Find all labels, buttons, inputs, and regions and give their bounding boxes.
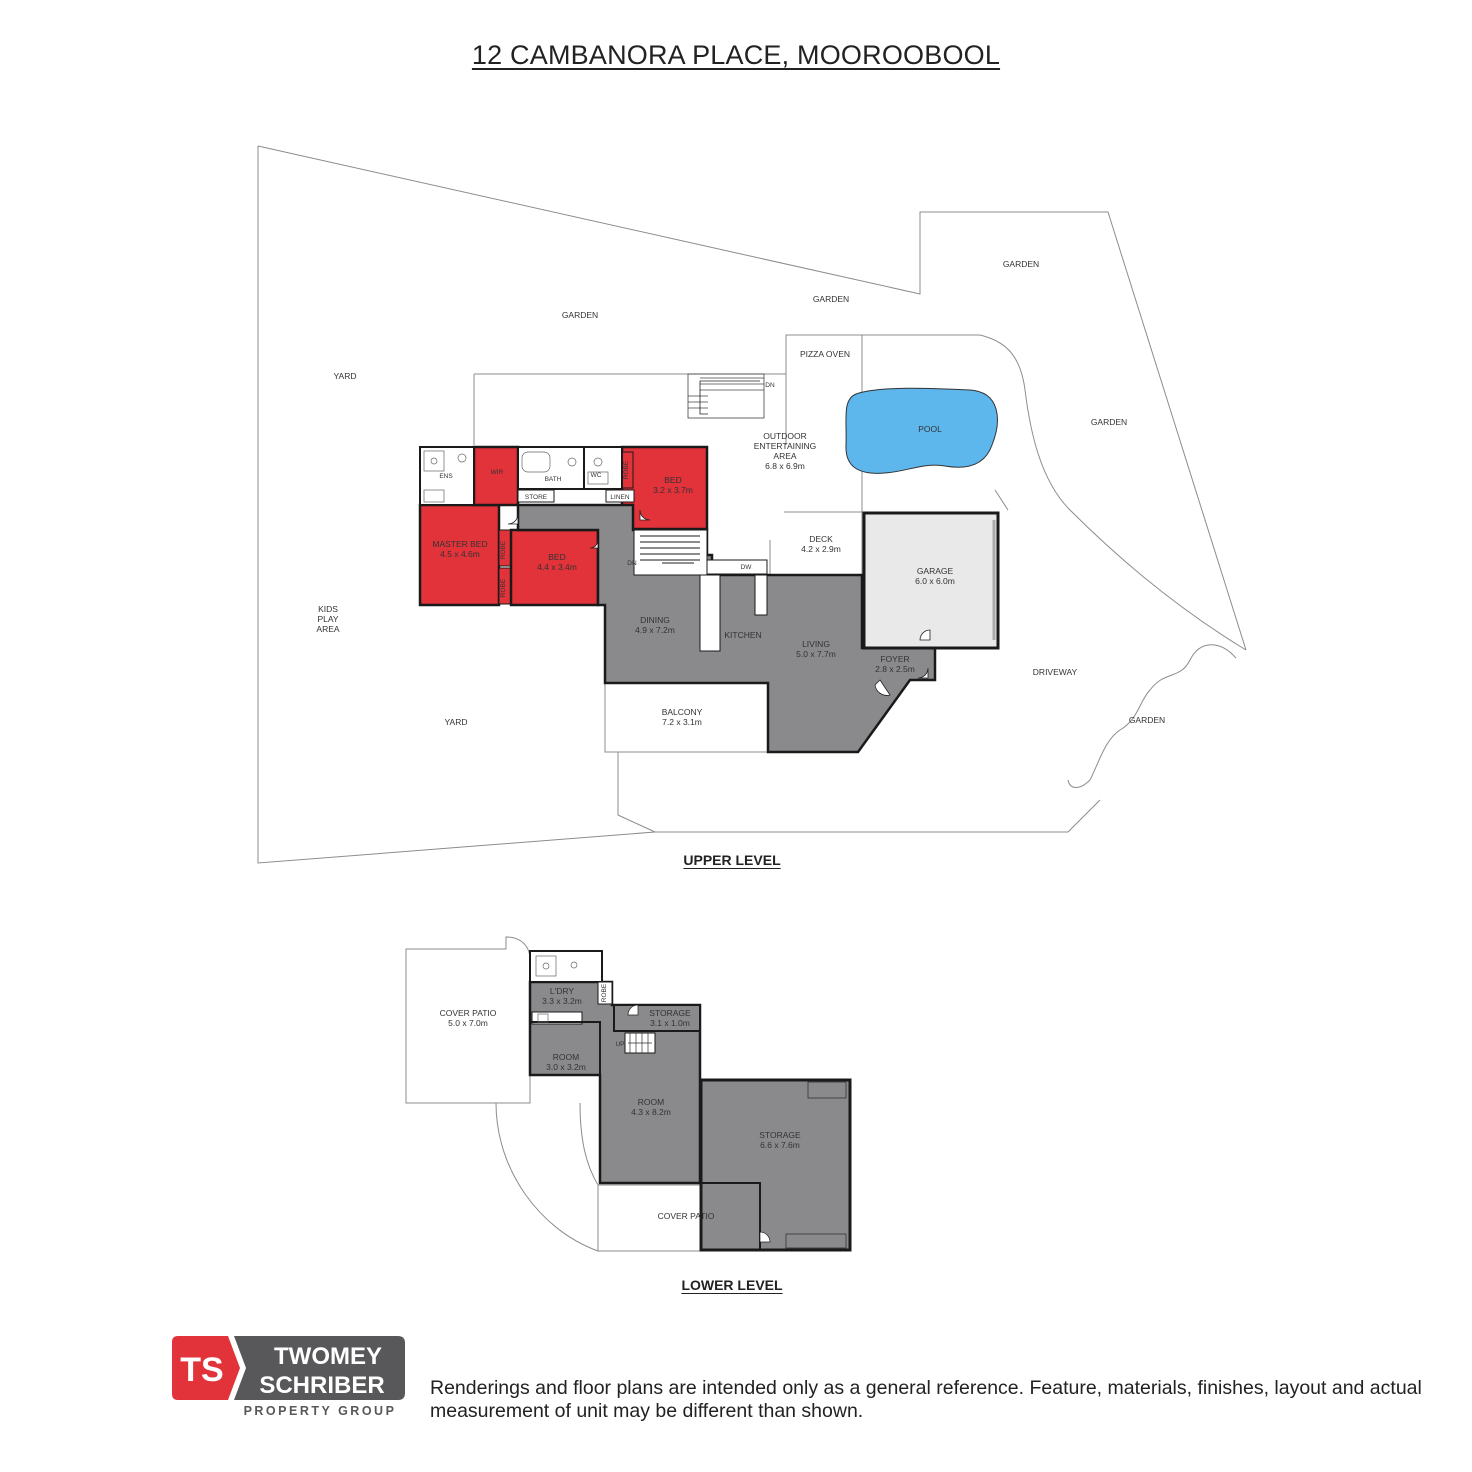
label-foyer-dim: 2.8 x 2.5m: [875, 664, 915, 674]
label-outdoor-area-dim: 6.8 x 6.9m: [765, 461, 805, 471]
lower-arc: [496, 1103, 598, 1251]
logo-line-3: PROPERTY GROUP: [243, 1404, 397, 1418]
label-bed-dim: 3.2 x 3.7m: [653, 485, 693, 495]
label-foyer: FOYER: [880, 654, 910, 664]
label-bed-dim: 4.4 x 3.4m: [537, 562, 577, 572]
label-robe: ROBE: [500, 578, 507, 598]
label-outdoor-area: AREA: [773, 451, 797, 461]
label-balcony-dim: 7.2 x 3.1m: [662, 717, 702, 727]
company-logo: [172, 1336, 408, 1420]
label-cover-patio: COVER PATIO: [439, 1008, 497, 1018]
label-master-bed-dim: 4.5 x 4.6m: [440, 549, 480, 559]
logo-line-2: SCHRIBER: [259, 1372, 385, 1399]
label-bed: BED: [548, 552, 566, 562]
label-kids-play-area: KIDS: [318, 604, 338, 614]
outdoor-stair: [688, 374, 764, 418]
label-yard: YARD: [333, 371, 357, 381]
label-garage: GARAGE: [916, 566, 954, 576]
label-storage: STORAGE: [759, 1130, 801, 1140]
label-wir: WIR: [490, 469, 504, 476]
label-dining-dim: 4.9 x 7.2m: [635, 625, 675, 635]
label-balcony: BALCONY: [661, 707, 703, 717]
label-garden: GARDEN: [1090, 417, 1128, 427]
label-cover-patio: COVER PATIO: [657, 1211, 715, 1221]
label-outdoor-area: OUTDOOR: [763, 431, 807, 441]
label-cover-patio-dim: 5.0 x 7.0m: [448, 1018, 488, 1028]
label-storage: STORAGE: [649, 1008, 691, 1018]
label-stair-down: DN: [765, 382, 775, 389]
label-robe: ROBE: [623, 460, 630, 480]
label-outdoor-area: ENTERTAINING: [753, 441, 817, 451]
wc: [584, 447, 622, 489]
label-pool: POOL: [918, 424, 942, 434]
lower-level-heading: LOWER LEVEL: [681, 1277, 783, 1293]
label-deck: DECK: [809, 534, 833, 544]
lower-storage-big: [701, 1080, 850, 1250]
label-bed: BED: [664, 475, 682, 485]
label-living-dim: 5.0 x 7.7m: [796, 649, 836, 659]
label-garden: GARDEN: [561, 310, 599, 320]
label-garden: GARDEN: [1128, 715, 1166, 725]
label-kids-play-area: PLAY: [317, 614, 339, 624]
upper-level-plan: [258, 146, 1246, 863]
wir: [474, 447, 518, 505]
label-ensuite: ENS: [439, 473, 453, 480]
label-stair-down: DN: [627, 560, 637, 567]
label-bath: BATH: [544, 476, 562, 483]
label-kitchen: KITCHEN: [724, 630, 762, 640]
label-garden: GARDEN: [812, 294, 850, 304]
label-linen: LINEN: [610, 494, 630, 501]
label-wc: WC: [590, 472, 602, 479]
logo-mark: TS: [180, 1351, 224, 1389]
page-title: 12 CAMBANORA PLACE, MOOROOBOOL: [471, 40, 1001, 70]
label-robe: ROBE: [601, 983, 608, 1003]
label-driveway: DRIVEWAY: [1032, 667, 1078, 677]
label-kids-play-area: AREA: [316, 624, 340, 634]
pool-fence: [995, 490, 1008, 510]
lower-level-plan: [406, 937, 850, 1251]
disclaimer-text: Renderings and floor plans are intended only as a general reference. Feature, materials, finishes, layout and actual measurement of unit may be different than shown.: [430, 1377, 1422, 1422]
label-robe: ROBE: [500, 540, 507, 560]
label-garden: GARDEN: [1002, 259, 1040, 269]
label-laundry-dim: 3.3 x 3.2m: [542, 996, 582, 1006]
label-storage-dim: 3.1 x 1.0m: [650, 1018, 690, 1028]
label-garage-dim: 6.0 x 6.0m: [915, 576, 955, 586]
site-boundary: [258, 146, 1246, 863]
upper-level-heading: UPPER LEVEL: [683, 852, 781, 868]
label-pizza-oven: PIZZA OVEN: [799, 349, 851, 359]
label-yard: YARD: [444, 717, 468, 727]
label-living: LIVING: [802, 639, 830, 649]
label-room-dim: 3.0 x 3.2m: [546, 1062, 586, 1072]
logo-line-1: TWOMEY: [274, 1343, 382, 1370]
label-stair-up: UP: [615, 1041, 625, 1048]
label-dishwasher: DW: [740, 564, 752, 571]
label-room-dim: 4.3 x 8.2m: [631, 1107, 671, 1117]
label-room: ROOM: [637, 1097, 665, 1107]
label-deck-dim: 4.2 x 2.9m: [801, 544, 841, 554]
label-master-bed: MASTER BED: [432, 539, 488, 549]
label-store: STORE: [524, 494, 548, 501]
label-laundry: L'DRY: [549, 986, 575, 996]
label-dining: DINING: [640, 615, 670, 625]
label-room: ROOM: [552, 1052, 580, 1062]
label-storage-dim: 6.6 x 7.6m: [760, 1140, 800, 1150]
